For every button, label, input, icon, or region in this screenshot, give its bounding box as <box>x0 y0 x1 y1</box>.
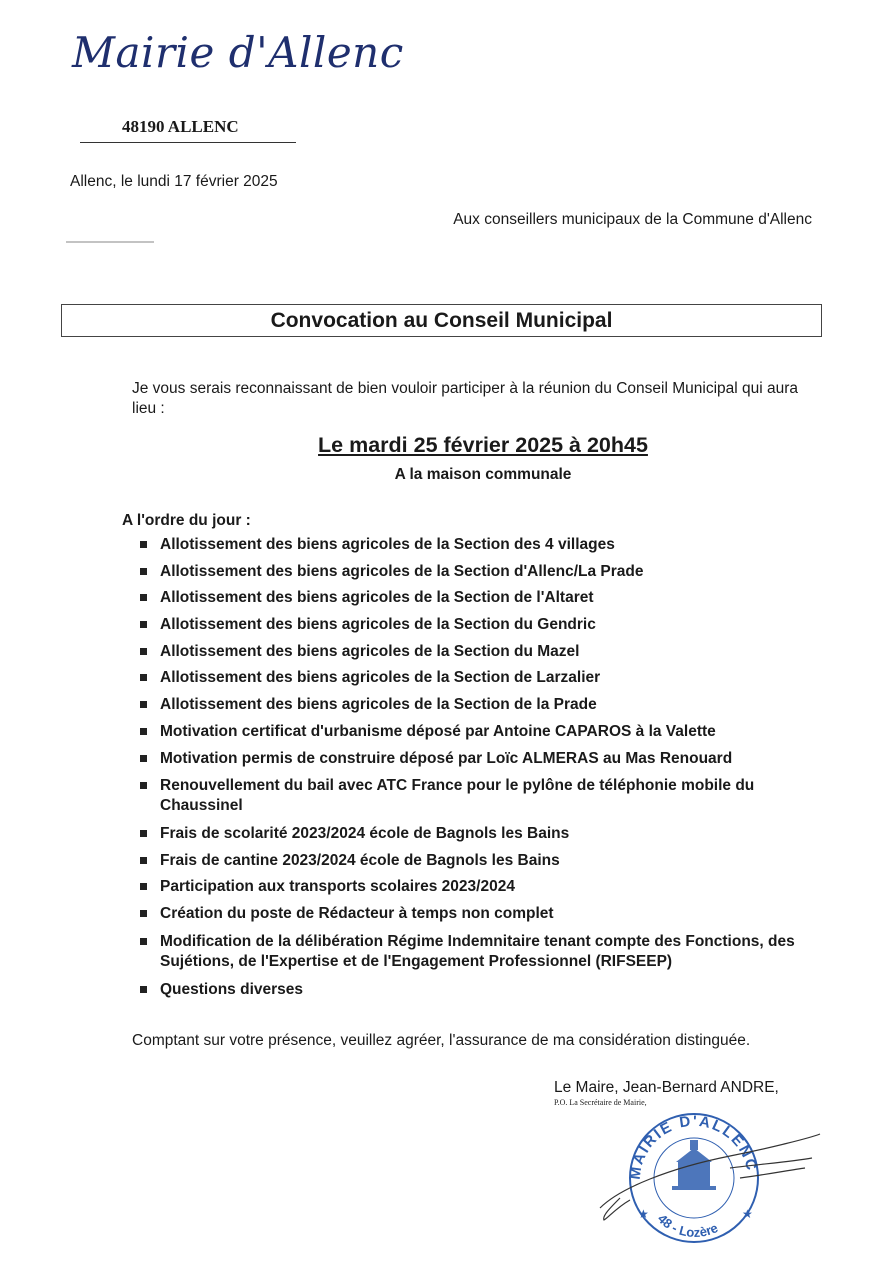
square-bullet-icon <box>140 910 147 917</box>
signatory-subline: P.O. La Secrétaire de Mairie, <box>554 1098 647 1107</box>
agenda-heading: A l'ordre du jour : <box>122 512 251 529</box>
agenda-item-text: Motivation permis de construire déposé par Loïc ALMERAS au Mas Renouard <box>160 750 733 767</box>
meeting-place: A la maison communale <box>394 466 572 483</box>
agenda-item-text: Allotissement des biens agricoles de la Section de Larzalier <box>160 669 601 686</box>
reference-mark <box>66 241 154 243</box>
agenda-item-text: Frais de cantine 2023/2024 école de Bagnols les Bains <box>160 852 560 869</box>
square-bullet-icon <box>140 986 147 993</box>
agenda-item-text: Allotissement des biens agricoles de la Section du Mazel <box>160 643 580 660</box>
square-bullet-icon <box>140 755 147 762</box>
square-bullet-icon <box>140 938 147 945</box>
square-bullet-icon <box>140 883 147 890</box>
agenda-item-text: Création du poste de Rédacteur à temps non complet <box>160 905 554 922</box>
stamp-star-icon: ★ <box>742 1207 753 1221</box>
square-bullet-icon <box>140 728 147 735</box>
agenda-item-text: Questions diverses <box>160 981 304 998</box>
square-bullet-icon <box>140 594 147 601</box>
document-title-text: Convocation au Conseil Municipal <box>270 308 613 332</box>
square-bullet-icon <box>140 857 147 864</box>
square-bullet-icon <box>140 701 147 708</box>
signatory-name: Le Maire, Jean-Bernard ANDRE, <box>554 1079 779 1096</box>
square-bullet-icon <box>140 830 147 837</box>
recipient-line: Aux conseillers municipaux de la Commune d'Allenc <box>453 211 812 228</box>
agenda-item-text: Renouvellement du bail avec ATC France pour le pylône de téléphonie mobile du Chaussinel <box>160 777 755 814</box>
agenda-item-text: Allotissement des biens agricoles de la Section des 4 villages <box>160 536 615 553</box>
agenda-item-text: Allotissement des biens agricoles de la Section de l'Altaret <box>160 589 594 606</box>
agenda-item-text: Motivation certificat d'urbanisme déposé par Antoine CAPAROS à la Valette <box>160 723 716 740</box>
stamp-star-icon: ★ <box>638 1207 649 1221</box>
square-bullet-icon <box>140 674 147 681</box>
header-divider <box>80 142 296 143</box>
agenda-item-text: Frais de scolarité 2023/2024 école de Bagnols les Bains <box>160 825 570 842</box>
official-stamp <box>590 1108 830 1248</box>
agenda-item-text: Modification de la délibération Régime Indemnitaire tenant compte des Fonctions, des Sujétions, de l'Expertise et de l'Engagement Professionnel (RIFSEEP) <box>160 933 795 970</box>
agenda-item-text: Participation aux transports scolaires 2023/2024 <box>160 878 515 895</box>
date-line: Allenc, le lundi 17 février 2025 <box>70 173 278 190</box>
postcode-line: 48190 ALLENC <box>122 117 239 136</box>
mairie-logo-title: Mairie d'Allenc <box>72 28 404 77</box>
meeting-date: Le mardi 25 février 2025 à 20h45 <box>318 433 648 457</box>
document-title <box>61 304 822 337</box>
square-bullet-icon <box>140 782 147 789</box>
square-bullet-icon <box>140 648 147 655</box>
agenda-item-text: Allotissement des biens agricoles de la Section de la Prade <box>160 696 597 713</box>
stamp-bottom-text: 48 - Lozère <box>654 1211 721 1241</box>
agenda-item-text: Allotissement des biens agricoles de la Section du Gendric <box>160 616 596 633</box>
square-bullet-icon <box>140 541 147 548</box>
square-bullet-icon <box>140 568 147 575</box>
agenda-item-text: Allotissement des biens agricoles de la Section d'Allenc/La Prade <box>160 563 644 580</box>
intro-paragraph: Je vous serais reconnaissant de bien vouloir participer à la réunion du Conseil Municipal qui aura lieu : <box>132 380 799 417</box>
square-bullet-icon <box>140 621 147 628</box>
closing-sentence: Comptant sur votre présence, veuillez agréer, l'assurance de ma considération distinguée. <box>132 1032 751 1049</box>
stamp-top-text: MAIRIE D'ALLENC <box>626 1112 761 1181</box>
